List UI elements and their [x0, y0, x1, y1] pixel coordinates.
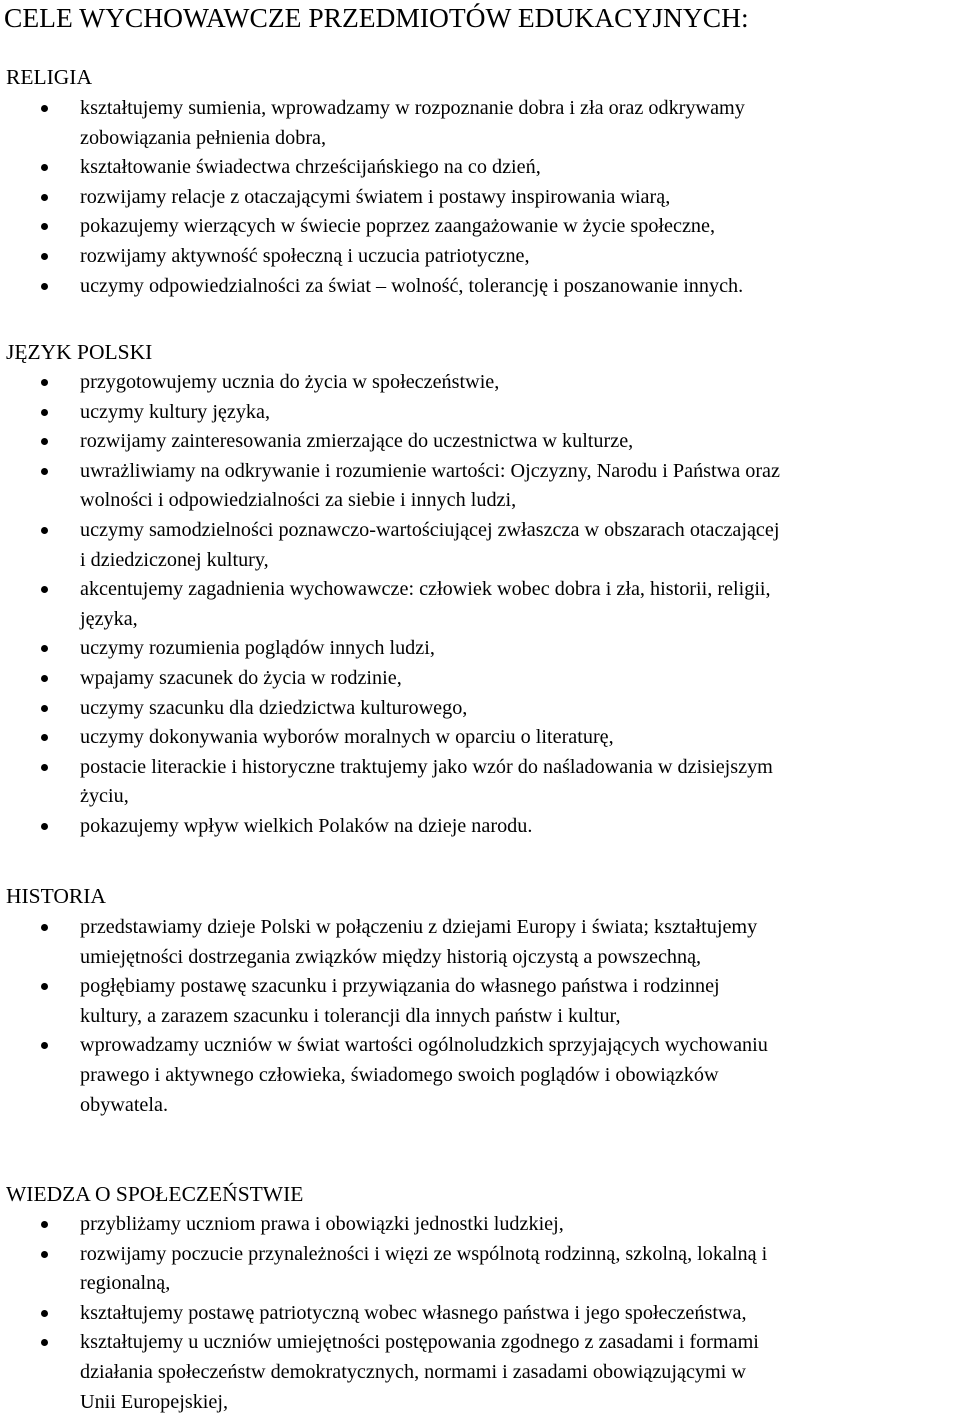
list-item [0, 183, 960, 213]
list-item [0, 153, 960, 183]
list-item-text: rozwijamy zainteresowania zmierzające do uczestnictwa w kulturze, [80, 430, 634, 453]
bullet-icon [41, 1310, 48, 1317]
list-item-text: kształtujemy sumienia, wprowadzamy w rozpoznanie dobra i zła oraz odkrywamy [80, 97, 745, 119]
list-item-text: wprowadzamy uczniów w świat wartości ogólnoludzkich sprzyjających wychowaniu [80, 1034, 768, 1057]
list-item [0, 272, 960, 302]
bullet-icon [41, 823, 48, 830]
list-item-text: wpajamy szacunek do życia w rodzinie, [80, 666, 402, 689]
bullet-icon [41, 764, 48, 771]
list-item [0, 1240, 960, 1299]
bullet-icon [41, 645, 48, 652]
list-item-text: postacie literackie i historyczne traktujemy jako wzór do naśladowania w dzisiejszym [80, 755, 773, 778]
list-item [0, 457, 960, 516]
section-heading-historia: HISTORIA [6, 884, 106, 908]
list-item-text: rozwijamy poczucie przynależności i więzi ze wspólnotą rodzinną, szkolną, lokalną i [80, 1242, 768, 1265]
list-item-text: uczymy rozumienia poglądów innych ludzi, [80, 637, 435, 660]
list-item-text: wolności i odpowiedzialności za siebie i innych ludzi, [80, 489, 517, 512]
list-item-text: kształtujemy postawę patriotyczną wobec własnego państwa i jego społeczeństwa, [80, 1301, 747, 1324]
bullet-icon [41, 1251, 48, 1258]
list-item-text: akcentujemy zagadnienia wychowawcze: człowiek wobec dobra i zła, historii, religii, [80, 578, 771, 601]
list-item [0, 694, 960, 724]
bullet-icon [41, 924, 48, 931]
list-item-text: pokazujemy wpływ wielkich Polaków na dzieje narodu. [80, 814, 533, 837]
bullet-icon [41, 468, 48, 475]
list-item-text: kształtujemy u uczniów umiejętności postępowania zgodnego z zasadami i formami [80, 1331, 759, 1354]
bullet-list-religia [0, 94, 960, 301]
bullet-icon [41, 379, 48, 386]
section-heading-wiedza-o-spoleczenstwie: WIEDZA O SPOŁECZEŃSTWIE [6, 1182, 304, 1206]
list-item [0, 368, 960, 398]
bullet-icon [41, 1339, 48, 1346]
list-item-text: rozwijamy aktywność społeczną i uczucia patriotyczne, [80, 244, 530, 267]
list-item [0, 1210, 960, 1240]
list-item-text: Unii Europejskiej, [80, 1390, 229, 1413]
list-item-text: przedstawiamy dzieje Polski w połączeniu z dziejami Europy i świata; kształtujemy [80, 916, 758, 938]
section-heading-jezyk-polski: JĘZYK POLSKI [6, 340, 153, 364]
list-item [0, 212, 960, 242]
bullet-list-wiedza-o-spoleczenstwie [0, 1210, 960, 1417]
list-item-text: uczymy kultury języka, [80, 400, 271, 423]
list-item-text: uczymy odpowiedzialności za świat – wolność, tolerancję i poszanowanie innych. [80, 274, 744, 297]
list-item-text: zobowiązania pełnienia dobra, [80, 126, 327, 149]
bullet-icon [41, 223, 48, 230]
list-item-text: przygotowujemy ucznia do życia w społeczeństwie, [80, 371, 500, 393]
list-item-text: regionalną, [80, 1272, 171, 1295]
list-item [0, 634, 960, 664]
list-item-text: obywatela. [80, 1093, 169, 1116]
list-item [0, 516, 960, 575]
list-item [0, 664, 960, 694]
list-item [0, 242, 960, 272]
list-item-text: uczymy dokonywania wyborów moralnych w oparciu o literaturę, [80, 726, 614, 749]
list-item [0, 972, 960, 1031]
list-item [0, 1299, 960, 1329]
list-item-text: uwrażliwiamy na odkrywanie i rozumienie wartości: Ojczyzny, Narodu i Państwa oraz [80, 459, 780, 482]
bullet-icon [41, 253, 48, 260]
bullet-icon [41, 586, 48, 593]
bullet-icon [41, 1221, 48, 1228]
bullet-icon [41, 438, 48, 445]
document-title: CELE WYCHOWAWCZE PRZEDMIOTÓW EDUKACYJNYCH: [4, 2, 749, 33]
list-item-text: uczymy szacunku dla dziedzictwa kulturowego, [80, 696, 468, 719]
list-item [0, 812, 960, 842]
bullet-icon [41, 283, 48, 290]
bullet-icon [41, 105, 48, 112]
list-item [0, 575, 960, 634]
bullet-icon [41, 1042, 48, 1049]
list-item-text: kształtowanie świadectwa chrześcijańskiego na co dzień, [80, 156, 541, 179]
bullet-icon [41, 527, 48, 534]
bullet-icon [41, 164, 48, 171]
list-item [0, 913, 960, 972]
list-item-text: życiu, [80, 785, 129, 808]
list-item-text: pogłębiamy postawę szacunku i przywiązania do własnego państwa i rodzinnej [80, 975, 720, 998]
bullet-icon [41, 734, 48, 741]
list-item-text: rozwijamy relacje z otaczającymi światem i postawy inspirowania wiarą, [80, 185, 671, 208]
list-item [0, 1031, 960, 1120]
list-item-text: języka, [80, 607, 138, 630]
bullet-list-historia [0, 913, 960, 1120]
bullet-icon [41, 409, 48, 416]
bullet-icon [41, 675, 48, 682]
list-item [0, 427, 960, 457]
list-item-text: prawego i aktywnego człowieka, świadomego swoich poglądów i obowiązków [80, 1063, 719, 1086]
list-item-text: kultury, a zarazem szacunku i tolerancji dla innych państw i kultur, [80, 1004, 621, 1027]
list-item [0, 1328, 960, 1417]
bullet-icon [41, 705, 48, 712]
list-item-text: i dziedziczonej kultury, [80, 548, 269, 571]
bullet-icon [41, 983, 48, 990]
list-item [0, 723, 960, 753]
bullet-list-jezyk-polski [0, 368, 960, 842]
list-item [0, 753, 960, 812]
list-item-text: umiejętności dostrzegania związków między historią ojczystą a powszechną, [80, 945, 702, 968]
bullet-icon [41, 194, 48, 201]
list-item-text: pokazujemy wierzących w świecie poprzez zaangażowanie w życie społeczne, [80, 215, 716, 238]
list-item-text: działania społeczeństw demokratycznych, normami i zasadami obowiązującymi w [80, 1360, 746, 1383]
list-item-text: uczymy samodzielności poznawczo-wartościującej zwłaszcza w obszarach otaczającej [80, 518, 780, 541]
section-heading-religia: RELIGIA [6, 65, 92, 89]
list-item [0, 398, 960, 428]
list-item [0, 94, 960, 153]
list-item-text: przybliżamy uczniom prawa i obowiązki jednostki ludzkiej, [80, 1213, 564, 1235]
